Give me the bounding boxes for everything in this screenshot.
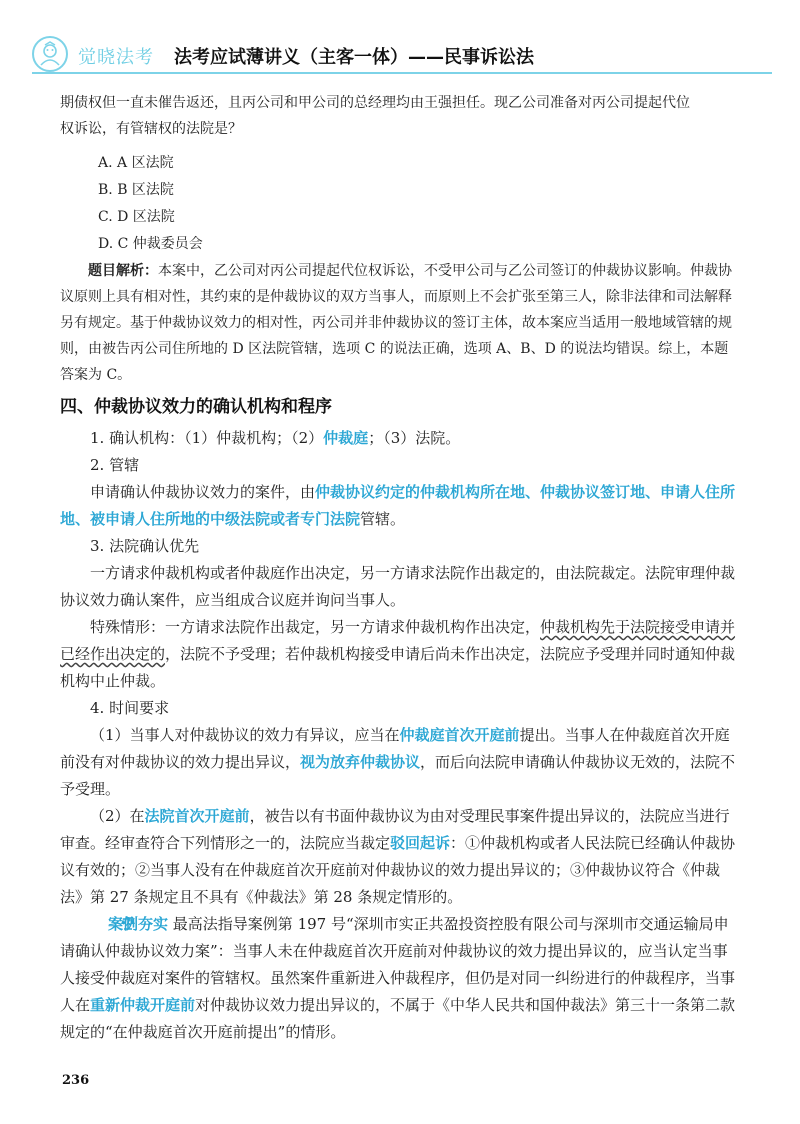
item4-2-highlight1: 法院首次开庭前 (144, 807, 250, 825)
option-b: B. B 区法院 (98, 182, 174, 198)
item1 (60, 425, 740, 452)
item4-1-c: ，而后向法院申请确认仲裁协议无效的，法院不予受理。 (60, 753, 736, 798)
page-header (32, 36, 772, 80)
header-divider (32, 72, 772, 74)
logo-face-icon (32, 36, 68, 72)
logo-text: 觉晓法考 (78, 47, 154, 68)
item2-prefix: 申请确认仲裁协议效力的案件，由 (90, 483, 316, 501)
item2-title: 2. 管辖 (90, 456, 140, 474)
item4-1-highlight2: 视为放弃仲裁协议 (300, 753, 421, 771)
item1-prefix: 1. 确认机构：（1）仲裁机构；（2） (90, 429, 324, 447)
item1-suffix: ；（3）法院。 (368, 429, 461, 447)
item4-2-highlight2: 驳回起诉 (390, 834, 451, 852)
item3-p2-suffix: ，法院不予受理；若仲裁机构接受申请后尚未作出决定，法院应予受理并同时通知仲裁机构中止仲裁。 (60, 645, 736, 690)
analysis-paragraph (60, 258, 740, 388)
analysis-text: 本案中，乙公司对丙公司提起代位权诉讼，不受甲公司与乙公司签订的仲裁协议影响。仲裁协议原则上具有相对性，其约束的是仲裁协议的双方当事人，而原则上不会扩张至第三人，除非法律和司法解释另有规定。基于仲裁协议效力的相对性，丙公司并非仲裁协议的签订主体，故本案应当适用一般地域管辖的规则，由被告丙公司住所地的 D 区法院管辖，选项 C 的说法正确，选项 A、B、D 的说法均错误。综上，本题答案为 C。 (60, 263, 732, 383)
item3-p1: 一方请求仲裁机构或者仲裁庭作出决定，另一方请求法院作出裁定的，由法院裁定。法院审理仲裁协议效力确认案件，应当组成合议庭并询问当事人。 (60, 564, 736, 609)
scales-icon (90, 913, 106, 929)
option-a: A. A 区法院 (98, 155, 174, 171)
case-label: 案例夯实 (108, 915, 169, 933)
item4-1-b: 提出。当事人在仲裁庭首次开庭前没有对仲裁协议的效力提出异议， (60, 726, 730, 771)
item1-highlight: 仲裁庭 (323, 429, 369, 447)
case-text-b: 对仲裁协议效力提出异议的，不属于《中华人民共和国仲裁法》第三十一条第二款规定的“在仲裁庭首次开庭前提出”的情形。 (60, 996, 736, 1041)
item4-2 (60, 803, 740, 911)
item2-text (60, 479, 740, 533)
section-block (60, 394, 740, 1046)
item4-1-a: （1）当事人对仲裁协议的效力有异议，应当在 (90, 726, 400, 744)
case-paragraph (60, 911, 740, 1046)
item2-highlight: 仲裁协议约定的仲裁机构所在地、仲裁协议签订地、申请人住所地、被申请人住所地的中级法院或者专门法院 (60, 483, 736, 528)
option-d: D. C 仲裁委员会 (98, 236, 203, 252)
question-block (60, 90, 740, 388)
option-c: C. D 区法院 (98, 209, 175, 225)
case-highlight: 重新仲裁开庭前 (90, 996, 196, 1014)
item3-p2-wavy: 仲裁机构先于法院接受申请并已经作出决定的 (60, 618, 736, 663)
section-heading: 四、仲裁协议效力的确认机构和程序 (60, 397, 332, 417)
item3-p2-prefix: 特殊情形：一方请求法院作出裁定，另一方请求仲裁机构作出决定， (90, 618, 541, 636)
item4-1-highlight1: 仲裁庭首次开庭前 (399, 726, 520, 744)
case-text-a: 最高法指导案例第 197 号“深圳市实正共盈投资控股有限公司与深圳市交通运输局申请确认仲裁协议效力案”：当事人未在仲裁庭首次开庭前对仲裁协议的效力提出异议的，应当认定当事人接受仲裁庭对案件的管辖权。虽然案件重新进入仲裁程序，但仍是对同一纠纷进行的仲裁程序，当事人在 (60, 915, 736, 1014)
item2-suffix: 管辖。 (360, 510, 406, 528)
item4-2-b: ，被告以有书面仲裁协议为由对受理民事案件提出异议的，法院应当进行审查。经审查符合下列情形之一的，法院应当裁定 (60, 807, 730, 852)
book-title: 法考应试薄讲义（主客一体）——民事诉讼法 (174, 47, 534, 68)
item4-2-a: （2）在 (90, 807, 145, 825)
item3-p2 (60, 614, 740, 695)
question-stem-line1: 期债权但一直未催告返还，且丙公司和甲公司的总经理均由王强担任。现乙公司准备对丙公司提起代位 (60, 95, 690, 111)
analysis-label: 题目解析： (88, 263, 158, 279)
item4-2-c: ：①仲裁机构或者人民法院已经确认仲裁协议有效的；②当事人没有在仲裁庭首次开庭前对仲裁协议的效力提出异议的；③仲裁协议符合《仲裁法》第 27 条规定且不具有《仲裁法》第 28 条规定情形的。 (60, 834, 736, 906)
question-stem-line2: 权诉讼，有管辖权的法院是？ (60, 121, 242, 137)
item4-1 (60, 722, 740, 803)
page-number: 236 (62, 1073, 90, 1088)
item3-title: 3. 法院确认优先 (90, 537, 200, 555)
item4-title: 4. 时间要求 (90, 699, 170, 717)
